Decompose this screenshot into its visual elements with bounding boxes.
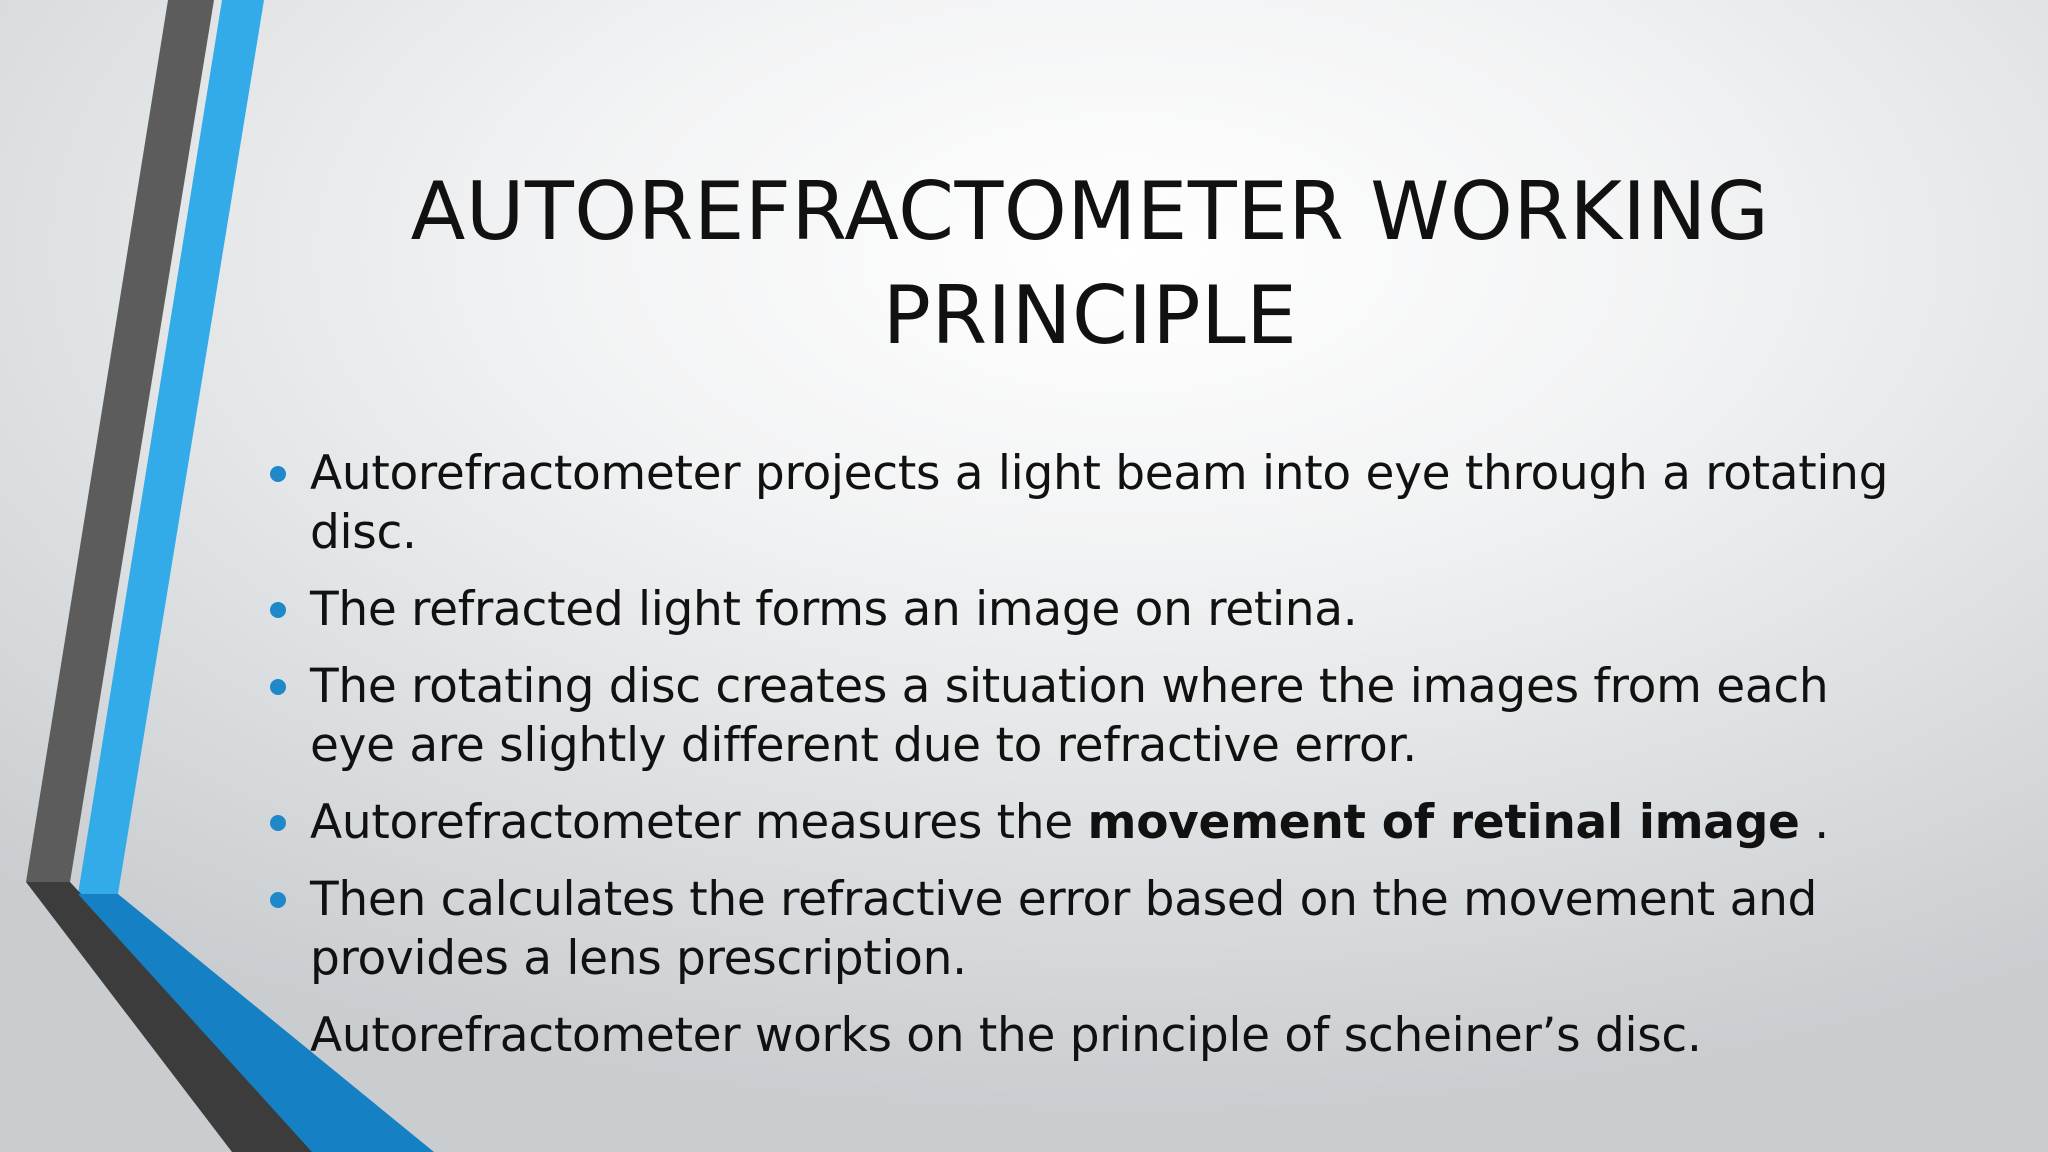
title-line-2: PRINCIPLE [882,269,1298,362]
bullet-text-before: Autorefractometer measures the [310,795,1088,850]
bullet-dot-icon [270,602,286,618]
bullet-item [270,870,1910,988]
bullet-text-bold: movement of retinal image [1087,795,1800,850]
bullet-dot-icon [270,815,286,831]
bullet-dot-icon [270,466,286,482]
bullet-text: Autorefractometer works on the principle of scheiner’s disc. [310,1008,1702,1063]
bullet-item [270,657,1910,775]
title-line-1: AUTOREFRACTOMETER WORKING [410,165,1770,258]
bullet-text: Then calculates the refractive error based on the movement and provides a lens prescription. [310,872,1818,986]
bullet-dot-icon [270,892,286,908]
bullet-item [270,444,1910,562]
bullet-text-after: . [1799,795,1829,850]
bullet-item [270,793,1910,852]
bullet-item [270,580,1910,639]
bullet-list [270,444,1910,1083]
bullet-text: Autorefractometer projects a light beam into eye through a rotating disc. [310,446,1889,560]
bullet-text: The refracted light forms an image on retina. [310,582,1358,637]
bullet-dot-icon [270,679,286,695]
bullet-text: The rotating disc creates a situation where the images from each eye are slightly different due to refractive error. [310,659,1829,773]
slide-title [330,160,1850,368]
bullet-item [270,1006,1910,1065]
